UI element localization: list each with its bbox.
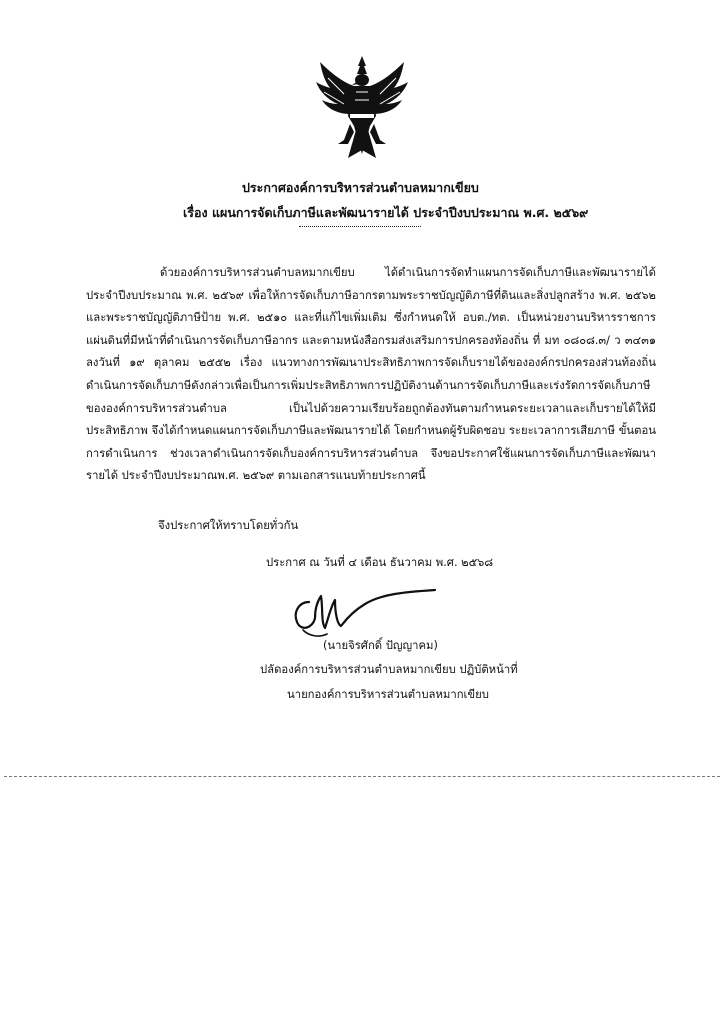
closing-statement: จึงประกาศให้ทราบโดยทั่วกัน [158, 519, 299, 532]
garuda-emblem-icon [314, 54, 410, 160]
page-break-line [4, 776, 720, 777]
dotted-divider [299, 226, 421, 227]
announcement-body: ด้วยองค์การบริหารส่วนตำบลหมากเขียบ ได้ดำเนินการจัดทำแผนการจัดเก็บภาษีและพัฒนารายได้ ประจำปีงบประมาณ พ.ศ. ๒๕๖๙ เพื่อให้การจัดเก็บภาษีอากรตามพระราชบัญญัติภาษีที่ดินและสิ่งปลูกสร้าง พ.ศ. ๒๕๖๒ และพระราชบัญญัติภาษีป้าย พ.ศ. ๒๕๑๐ และที่แก้ไขเพิ่มเติม ซึ่งกำหนดให้ อบต./ทต. เป็นหน่วยงานบริหารราชการแผ่นดินที่มีหน้าที่ดำเนินการจัดเก็บภาษีอากร และตามหนังสือกรมส่งเสริมการปกครองท้องถิ่น ที่ มท ๐๘๐๘.๓/ ว ๓๔๓๑ ลงวันที่ ๑๙ ตุลาคม ๒๕๕๒ เรื่อง แนวทางการพัฒนาประสิทธิภาพการจัดเก็บรายได้ขององค์กรปกครองส่วนท้องถิ่น ดำเนินการจัดเก็บภาษีดังกล่าวเพื่อเป็นการเพิ่มประสิทธิภาพการปฏิบัติงานด้านการจัดเก็บภาษีและเร่งรัดการจัดเก็บภาษีขององค์การบริหารส่วนตำบล เป็นไปด้วยความเรียบร้อยถูกต้องทันตามกำหนดระยะเวลาและเก็บรายได้ให้มีประสิทธิภาพ จึงได้กำหนดแผนการจัดเก็บภาษีและพัฒนารายได้ โดยกำหนดผู้รับผิดชอบ ระยะเวลาการเสียภาษี ขั้นตอนการดำเนินการ ช่วงเวลาดำเนินการจัดเก็บองค์การบริหารส่วนตำบล จึงขอประกาศใช้แผนการจัดเก็บภาษีและพัฒนารายได้ ประจำปีงบประมาณพ.ศ. ๒๕๖๙ ตามเอกสารแนบท้ายประกาศนี้ [86, 266, 656, 483]
announcement-subject: เรื่อง แผนการจัดเก็บภาษีและพัฒนารายได้ ประจำปีงบประมาณ พ.ศ. ๒๕๖๙ [183, 205, 589, 220]
signer-position-acting: ปลัดองค์การบริหารส่วนตำบลหมากเขียบ ปฏิบัติหน้าที่ [260, 663, 518, 676]
announcement-heading: ประกาศองค์การบริหารส่วนตำบลหมากเขียบ [242, 180, 479, 195]
signer-position: นายกองค์การบริหารส่วนตำบลหมากเขียบ [287, 688, 489, 701]
announcement-date: ประกาศ ณ วันที่ ๔ เดือน ธันวาคม พ.ศ. ๒๕๖๘ [266, 556, 494, 569]
signer-name: (นายจิรศักดิ์ ปัญญาคม) [323, 639, 438, 652]
